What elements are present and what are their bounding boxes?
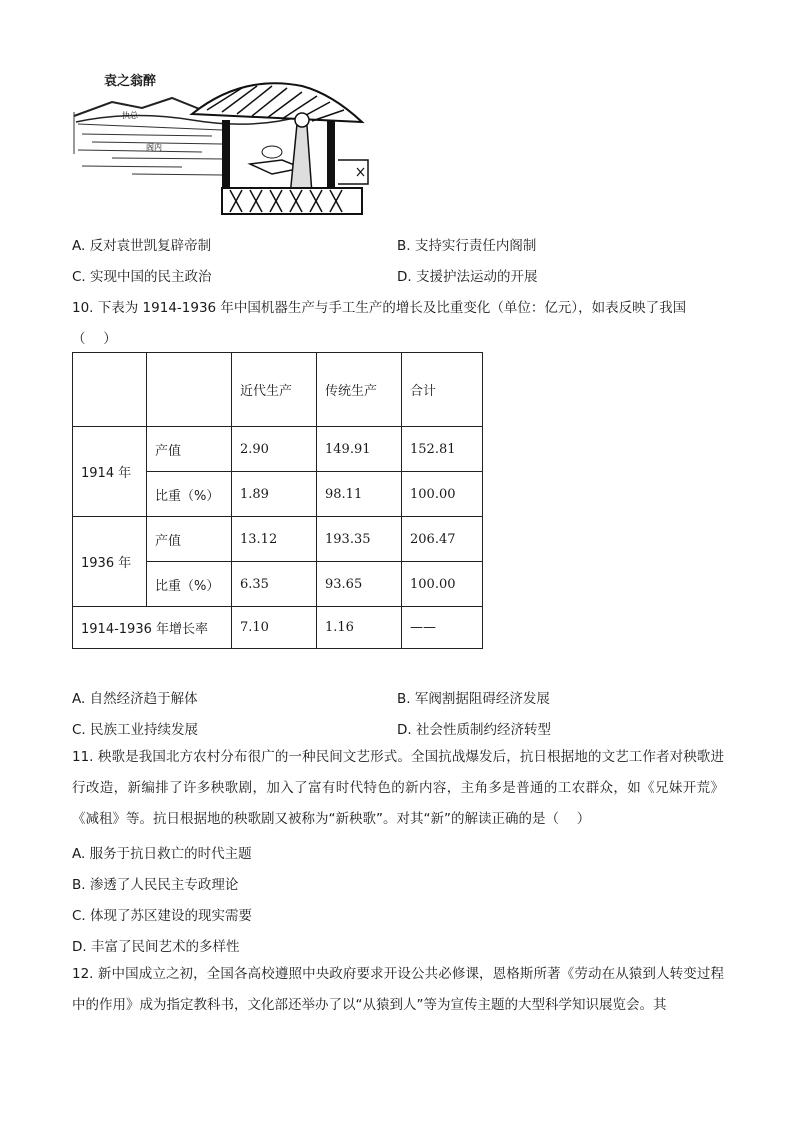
row-label: 产值: [147, 517, 232, 562]
table-cell: ——: [402, 607, 483, 649]
q10-blank: （ ）: [72, 331, 117, 347]
q10-option-a: A. 自然经济趋于解体: [72, 691, 198, 707]
q9-option-c: C. 实现中国的民主政治: [72, 269, 212, 285]
table-cell: 100.00: [402, 562, 483, 607]
table-cell: 98.11: [317, 472, 402, 517]
table-header-cell: 近代生产: [232, 353, 317, 427]
q10-option-c: C. 民族工业持续发展: [72, 722, 199, 738]
table-cell: 152.81: [402, 427, 483, 472]
table-cell: 100.00: [402, 472, 483, 517]
q11-stem: 11. 秧歌是我国北方农村分布很广的一种民间文艺形式。全国抗战爆发后，抗日根据地的文艺工作者对秧歌进行改造，新编排了许多秧歌剧，加入了富有时代特色的新内容，主角多是普通的工农群众，如《兄妹开荒》《减租》等。抗日根据地的秧歌剧又被称为“新秧歌”。对其“新”的解读正确的是（ ）: [72, 749, 724, 827]
row-label: 产值: [147, 427, 232, 472]
row-year-label: 1914 年: [73, 427, 147, 517]
table-cell: 93.65: [317, 562, 402, 607]
table-cell: 193.35: [317, 517, 402, 562]
table-cell: 206.47: [402, 517, 483, 562]
table-header-cell: 合计: [402, 353, 483, 427]
row-label: 比重（%）: [147, 562, 232, 607]
q10-option-d: D. 社会性质制约经济转型: [397, 722, 551, 738]
table-cell: 1.89: [232, 472, 317, 517]
production-table: [72, 352, 483, 649]
q9-option-a: A. 反对袁世凯复辟帝制: [72, 238, 212, 254]
cartoon-label: 阁内: [146, 143, 162, 152]
q9-option-d: D. 支援护法运动的开展: [397, 269, 538, 285]
table-cell: 1.16: [317, 607, 402, 649]
q10-stem: 10. 下表为 1914-1936 年中国机器生产与手工生产的增长及比重变化（单位：亿元），如表反映了我国: [72, 300, 687, 316]
q11-option-a: A. 服务于抗日救亡的时代主题: [72, 846, 252, 862]
q11-option-d: D. 丰富了民间艺术的多样性: [72, 939, 240, 955]
table-cell: 6.35: [232, 562, 317, 607]
table-cell: 13.12: [232, 517, 317, 562]
table-row: [73, 517, 483, 562]
table-header-cell: 传统生产: [317, 353, 402, 427]
cartoon-illustration: [72, 64, 370, 222]
table-row: [73, 427, 483, 472]
row-label: 比重（%）: [147, 472, 232, 517]
q11-option-b: B. 渗透了人民民主专政理论: [72, 877, 239, 893]
table-header-cell: [147, 353, 232, 427]
cartoon-title: 袁之翁醉: [104, 74, 157, 89]
q9-option-b: B. 支持实行责任内阁制: [397, 238, 537, 254]
table-cell: 149.91: [317, 427, 402, 472]
table-cell: 7.10: [232, 607, 317, 649]
table-row: [73, 607, 483, 649]
table-header-row: [73, 353, 483, 427]
row-label: 1914-1936 年增长率: [73, 607, 232, 649]
table-cell: 2.90: [232, 427, 317, 472]
q10-option-b: B. 军阀割据阻碍经济发展: [397, 691, 550, 707]
table-header-cell: [73, 353, 147, 427]
q12-stem: 12. 新中国成立之初，全国各高校遵照中央政府要求开设公共必修课，恩格斯所著《劳动在从猿到人转变过程中的作用》成为指定教科书，文化部还举办了以“从猿到人”等为宣传主题的大型科学知识展览会。其: [72, 966, 724, 1013]
row-year-label: 1936 年: [73, 517, 147, 607]
cartoon-label: 执总: [122, 111, 138, 120]
q11-option-c: C. 体现了苏区建设的现实需要: [72, 908, 253, 924]
